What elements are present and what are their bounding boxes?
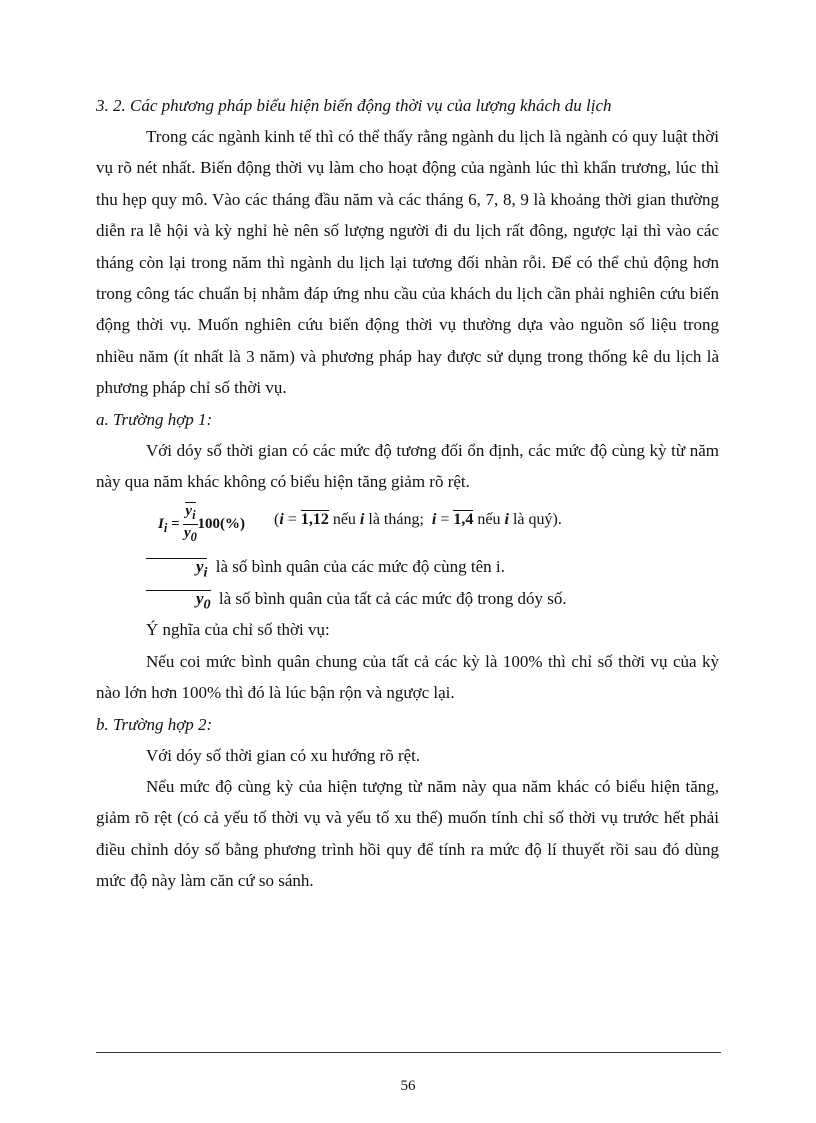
case-b-detail: Nếu mức độ cùng kỳ của hiện tượng từ năm này qua năm khác có biểu hiện tăng, giảm rõ rệt (có cả yếu tố thời vụ và yếu tố xu thế) muốn tính chỉ số thời vụ trước hết phải điều chỉnh dóy số bằng phương trình hồi quy để tính ra mức độ lí thuyết rồi sau đó dùng mức độ này làm căn cứ so sánh. [96, 776, 719, 891]
case-a-title: a. Trường hợp 1: [96, 409, 213, 429]
yi-symbol: $y_i$ [146, 558, 207, 580]
yi-definition: $y_i$ là số bình quân của các mức độ cùng tên i. [96, 551, 719, 582]
case-a-description: Với dóy số thời gian có các mức độ tương đối ổn định, các mức độ cùng kỳ từ năm này qua năm khác không có biểu hiện tăng giảm rõ rệt. [96, 440, 719, 492]
formula-conditions: (i = 1,12 nếu i là tháng; i = 1,4 nếu i là quý). [274, 511, 562, 529]
intro-paragraph: Trong các ngành kinh tế thì có thể thấy rằng ngành du lịch là ngành có quy luật thời vụ rõ nét nhất. Biến động thời vụ làm cho hoạt động của ngành lúc thì khẩn trương, lúc thì thu hẹp quy mô. Vào các tháng đầu năm và các tháng 6, 7, 8, 9 là khoảng thời gian thường diễn ra lễ hội và kỳ nghỉ hè nên số lượng người đi du lịch rất đông, ngược lại thì vào các tháng còn lại trong năm thì ngành du lịch lại tương đối nhàn rỗi. Để có thể chủ động hơn trong công tác chuẩn bị nhằm đáp ứng nhu cầu của khách du lịch cần phải nghiên cứu biến động thời vụ. Muốn nghiên cứu biến động thời vụ thường dựa vào nguồn số liệu trong nhiều năm (ít nhất là 3 năm) và phương pháp hay được sử dụng trong thống kê du lịch là phương pháp chỉ số thời vụ. [96, 127, 719, 398]
formula-percent: 100(%) [197, 516, 246, 533]
formula-lhs: $I_i$ = $\frac{y_i}{y_0}$ 100(%) [158, 503, 246, 545]
document-body [96, 90, 719, 897]
y0-symbol: $y_0$ [146, 590, 211, 612]
section-heading: 3. 2. Các phương pháp biểu hiện biến động thời vụ của lượng khách du lịch [96, 96, 612, 115]
page-number: 56 [400, 1078, 416, 1094]
meaning-title: Ý nghĩa của chỉ số thời vụ: [146, 620, 330, 640]
meaning-paragraph: Nếu coi mức bình quân chung của tất cả các kỳ là 100% thì chỉ số thời vụ của kỳ nào lớn hơn 100% thì đó là lúc bận rộn và ngược lại. [96, 651, 719, 703]
footer-divider [96, 1052, 721, 1053]
case-b-description: Với dóy số thời gian có xu hướng rõ rệt. [146, 745, 421, 765]
formula-fraction: $\frac{y_i}{y_0}$ [184, 503, 197, 545]
seasonal-index-formula [96, 499, 719, 547]
case-b-title: b. Trường hợp 2: [96, 714, 213, 734]
y0-definition: $y_0$ là số bình quân của tất cả các mức độ trong dóy số. [96, 583, 719, 614]
